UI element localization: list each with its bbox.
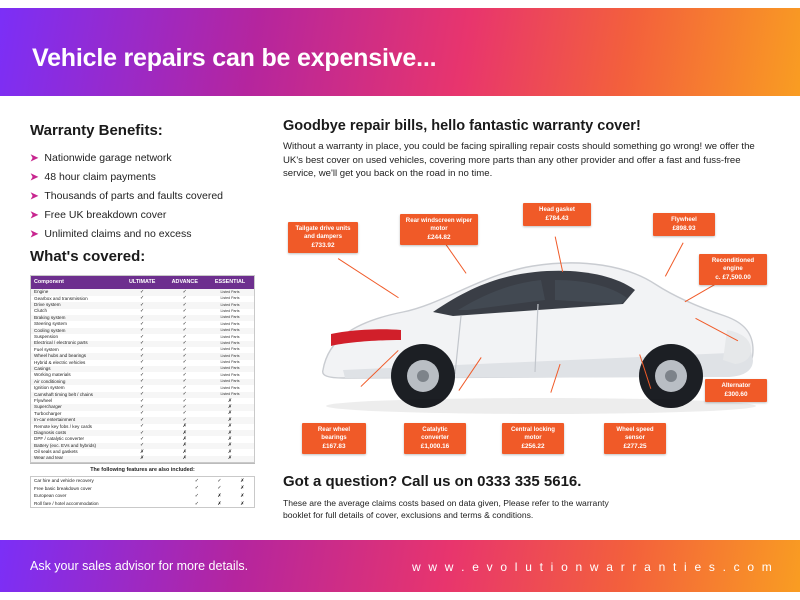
cell-value: ✓ <box>164 392 207 398</box>
benefit-item <box>30 190 223 202</box>
cell-value: ✓ <box>194 500 200 507</box>
benefit-label: Thousands of parts and faults covered <box>44 190 223 202</box>
cell-value: Ignition system <box>31 385 121 391</box>
cell-value: ✓ <box>217 477 222 484</box>
cell-value: Cooling system <box>31 328 121 334</box>
cell-value: ✗ <box>121 456 164 463</box>
cell-value: Battery (exc. EVs and hybrids) <box>31 443 121 449</box>
cell-value: ✗ <box>121 449 164 455</box>
callout-price: £1,000.16 <box>420 442 450 450</box>
cell-value: Wheel hubs and bearings <box>31 353 121 359</box>
cell-value: ✓ <box>121 302 164 308</box>
extras-heading: The following features are also included: <box>30 463 255 476</box>
cell-value: Listed Parts <box>206 309 254 315</box>
table-header-row <box>31 276 255 290</box>
cell-value: ✓ <box>164 321 207 327</box>
cell-value: ✓ <box>121 347 164 353</box>
cell-value: ✓ <box>194 492 200 499</box>
footer-message: Ask your sales advisor for more details. <box>30 559 249 573</box>
cell-value: ✓ <box>121 296 164 302</box>
benefit-item <box>30 171 156 183</box>
cell-value: Drive system <box>31 302 121 308</box>
callout-price: £256.22 <box>521 442 545 450</box>
cell-value: Gearbox and transmission <box>31 296 121 302</box>
cell-value: Listed Parts <box>206 392 254 398</box>
cell-value: ✗ <box>206 404 254 410</box>
cell-value: ✓ <box>164 379 207 385</box>
cta-subtext: These are the average claims costs based on data given, Please refer to the warranty booklet for full details of cover, exclusions and terms & conditions. <box>283 498 609 521</box>
cell-value: ✓ <box>164 385 207 391</box>
callout-label: Central locking motor <box>510 426 556 441</box>
callout-rear-wiper <box>400 214 478 245</box>
cell-value: ✓ <box>121 315 164 321</box>
cell-value: ✓ <box>121 430 164 436</box>
cell-value: ✓ <box>121 443 164 449</box>
cell-value: Roll fare / hotel accommodation <box>34 501 99 507</box>
cell-value: Listed Parts <box>206 360 254 366</box>
cell-value: ✓ <box>164 341 207 347</box>
footer-website: w w w . e v o l u t i o n w a r r a n t i e s . c o m <box>411 560 774 574</box>
callout-label: Tailgate drive units and dampers <box>295 225 351 240</box>
cell-value: Casings <box>31 366 121 372</box>
callout-price: £733.92 <box>311 241 335 249</box>
callout-label: Rear wheel bearings <box>317 426 351 441</box>
cell-value: ✗ <box>240 485 245 492</box>
cell-value: Wear and tear <box>31 456 121 463</box>
callout-label: Flywheel <box>671 216 697 223</box>
callout-central-locking-motor <box>502 423 564 454</box>
benefit-item <box>30 209 166 221</box>
cell-value: ✓ <box>121 372 164 378</box>
cell-value: Hybrid & electric vehicles <box>31 360 121 366</box>
col-essential: ESSENTIAL <box>206 276 254 290</box>
cell-value: DPF / catalytic converter <box>31 436 121 442</box>
cell-value: ✓ <box>194 485 200 492</box>
cell-value: Suspension <box>31 334 121 340</box>
whats-covered-heading: What's covered: <box>30 248 146 265</box>
benefit-label: Unlimited claims and no excess <box>44 228 192 240</box>
callout-label: Catalytic converter <box>421 426 449 441</box>
cell-value: Flywheel <box>31 398 121 404</box>
callout-label: Rear windscreen wiper motor <box>405 217 473 232</box>
benefit-label: Nationwide garage network <box>44 152 172 164</box>
cell-value: Listed Parts <box>206 334 254 340</box>
cell-value: ✗ <box>206 417 254 423</box>
callout-catalytic-converter <box>404 423 466 454</box>
cell-value: European cover <box>34 493 67 499</box>
cell-value: ✓ <box>164 309 207 315</box>
cell-value: Braking system <box>31 315 121 321</box>
callout-flywheel <box>653 213 715 236</box>
cell-value: Listed Parts <box>206 296 254 302</box>
chevron-right-icon: ➤ <box>30 172 39 183</box>
cell-value: ✗ <box>164 456 207 463</box>
cell-value: ✓ <box>121 379 164 385</box>
cell-value: ✓ <box>164 289 207 295</box>
cta-heading: Got a question? Call us on 0333 335 5616. <box>283 473 582 490</box>
col-component: Component <box>31 276 121 290</box>
cell-value: ✓ <box>164 334 207 340</box>
cell-value: Engine <box>31 289 121 295</box>
cell-value: ✓ <box>121 360 164 366</box>
cell-value: ✗ <box>206 424 254 430</box>
cell-value: In-car entertainment <box>31 417 121 423</box>
cell-value: Remote key fobs / key cards <box>31 424 121 430</box>
cell-value: ✗ <box>206 398 254 404</box>
callout-label: Wheel speed sensor <box>616 426 654 441</box>
cell-value: ✓ <box>121 341 164 347</box>
cell-value: ✓ <box>164 353 207 359</box>
coverage-table <box>30 275 255 463</box>
callout-label: Reconditioned engine <box>711 257 755 272</box>
cell-value: ✓ <box>121 309 164 315</box>
table-row <box>31 492 255 500</box>
cell-value: ✗ <box>240 477 245 484</box>
col-advance: ADVANCE <box>164 276 207 290</box>
cell-value: ✗ <box>240 500 245 507</box>
benefits-heading: Warranty Benefits: <box>30 122 163 139</box>
cell-value: ✓ <box>164 372 207 378</box>
cell-value: ✗ <box>217 500 222 507</box>
cell-value: ✓ <box>121 366 164 372</box>
table-row <box>31 456 255 463</box>
callout-tailgate <box>288 222 358 253</box>
cell-value: Listed Parts <box>206 302 254 308</box>
callout-price: £277.25 <box>623 442 647 450</box>
cell-value: ✓ <box>121 436 164 442</box>
cell-value: Clutch <box>31 309 121 315</box>
table-row <box>31 476 255 484</box>
cell-value: ✓ <box>164 398 207 404</box>
cell-value: ✓ <box>164 328 207 334</box>
cell-value: ✓ <box>121 328 164 334</box>
cell-value: Listed Parts <box>206 315 254 321</box>
cell-value: ✓ <box>164 360 207 366</box>
cell-value: Listed Parts <box>206 372 254 378</box>
callout-price: c. £7,500.00 <box>715 273 751 281</box>
extras-table <box>30 476 255 508</box>
callout-alternator <box>705 379 767 402</box>
cell-value: ✗ <box>164 443 207 449</box>
cell-value: ✓ <box>121 398 164 404</box>
cell-value: Listed Parts <box>206 347 254 353</box>
cell-value: ✗ <box>206 449 254 455</box>
cell-value: Working materials <box>31 372 121 378</box>
cell-value: Air conditioning <box>31 379 121 385</box>
callout-price: £167.83 <box>322 442 346 450</box>
cell-value: ✗ <box>240 492 245 499</box>
cell-value: Turbocharger <box>31 411 121 417</box>
cell-value: ✓ <box>121 404 164 410</box>
benefit-label: Free UK breakdown cover <box>44 209 167 221</box>
cell-value: ✓ <box>121 392 164 398</box>
callout-price: £300.60 <box>724 390 748 398</box>
page-title: Vehicle repairs can be expensive... <box>32 44 437 72</box>
cell-value: ✗ <box>164 436 207 442</box>
cell-value: Supercharger <box>31 404 121 410</box>
cell-value: ✗ <box>206 443 254 449</box>
col-ultimate: ULTIMATE <box>121 276 164 290</box>
cell-value: ✗ <box>164 430 207 436</box>
cell-value: Listed Parts <box>206 321 254 327</box>
cell-value: Free basic breakdown cover <box>34 485 92 491</box>
cell-value: ✓ <box>121 321 164 327</box>
cell-value: Listed Parts <box>206 328 254 334</box>
cell-value: Steering system <box>31 321 121 327</box>
cell-value: ✓ <box>121 289 164 295</box>
cell-value: ✓ <box>121 353 164 359</box>
cell-value: ✗ <box>206 456 254 463</box>
right-body-text: Without a warranty in place, you could be facing spiralling repair costs should something go wrong! we offer the UK's best cover on used vehicles, covering more parts than any other provider and offer a fast and fuss-free service, we'll get you back on the road in no time. <box>283 141 755 180</box>
cell-value: ✗ <box>206 411 254 417</box>
cell-value: ✓ <box>164 347 207 353</box>
cell-value: Listed Parts <box>206 289 254 295</box>
cell-value: ✓ <box>121 334 164 340</box>
chevron-right-icon: ➤ <box>30 153 39 164</box>
cell-value: Listed Parts <box>206 379 254 385</box>
benefit-item <box>30 152 172 164</box>
cell-value: ✗ <box>217 492 222 499</box>
cell-value: ✓ <box>164 302 207 308</box>
table-row <box>31 485 255 493</box>
chevron-right-icon: ➤ <box>30 210 39 221</box>
cell-value: ✓ <box>164 411 207 417</box>
coverage-table-wrap <box>30 275 255 508</box>
cell-value: Listed Parts <box>206 341 254 347</box>
chevron-right-icon: ➤ <box>30 229 39 240</box>
callout-recon-engine <box>699 254 767 285</box>
chevron-right-icon: ➤ <box>30 191 39 202</box>
cell-value: ✓ <box>121 385 164 391</box>
cell-value: Fuel system <box>31 347 121 353</box>
cell-value: ✓ <box>164 404 207 410</box>
callout-head-gasket <box>523 203 591 226</box>
cell-value: ✗ <box>164 424 207 430</box>
cell-value: Oil seals and gaskets <box>31 449 121 455</box>
callout-wheel-speed-sensor <box>604 423 666 454</box>
benefit-label: 48 hour claim payments <box>44 171 156 183</box>
callout-label: Alternator <box>721 382 751 389</box>
cell-value: ✓ <box>164 296 207 302</box>
callout-price: £898.93 <box>672 224 696 232</box>
cell-value: ✓ <box>121 417 164 423</box>
cell-value: ✓ <box>164 417 207 423</box>
table-row <box>31 500 255 508</box>
cell-value: ✓ <box>121 411 164 417</box>
callout-price: £244.82 <box>427 233 451 241</box>
cell-value: ✗ <box>206 436 254 442</box>
callout-rear-wheel-bearings <box>302 423 366 454</box>
cell-value: Car hire and vehicle recovery <box>34 478 94 484</box>
callout-price: £784.43 <box>545 214 569 222</box>
cell-value: Diagnosis costs <box>31 430 121 436</box>
cell-value: ✓ <box>194 477 200 484</box>
cell-value: Electrical / electronic parts <box>31 341 121 347</box>
cell-value: ✓ <box>121 424 164 430</box>
right-heading: Goodbye repair bills, hello fantastic warranty cover! <box>283 118 641 134</box>
cell-value: ✓ <box>164 315 207 321</box>
cell-value: Camshaft timing belt / chains <box>31 392 121 398</box>
cell-value: Listed Parts <box>206 353 254 359</box>
benefit-item <box>30 228 191 240</box>
cell-value: Listed Parts <box>206 385 254 391</box>
cell-value: ✓ <box>217 485 222 492</box>
cell-value: ✗ <box>164 449 207 455</box>
cell-value: ✓ <box>164 366 207 372</box>
cell-value: ✗ <box>206 430 254 436</box>
cell-value: Listed Parts <box>206 366 254 372</box>
callout-label: Head gasket <box>539 206 575 213</box>
